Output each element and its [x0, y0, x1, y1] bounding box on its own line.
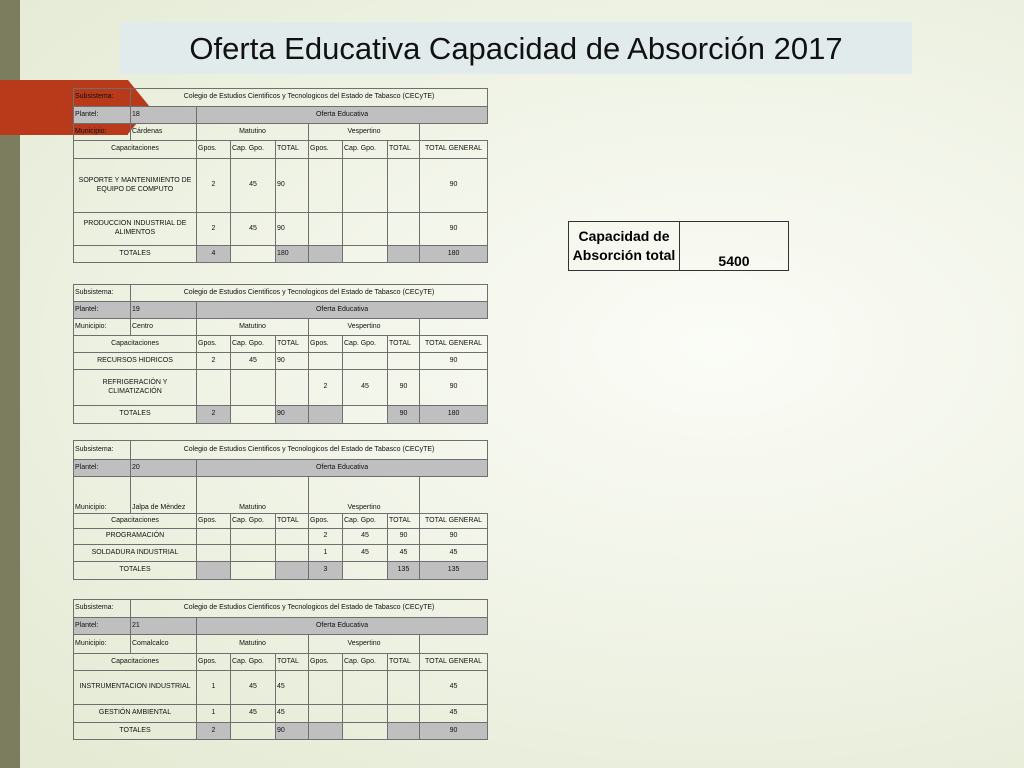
v-total: 90 — [388, 529, 420, 545]
v-total: 90 — [388, 370, 420, 406]
vespertino-header: Vespertino — [309, 319, 420, 336]
municipio-value: Comalcalco — [131, 635, 197, 654]
m-gpos: 2 — [197, 213, 231, 246]
totales-m-gpos — [197, 562, 231, 580]
table-row — [74, 529, 488, 545]
totales-label: TOTALES — [74, 723, 197, 740]
oferta-educativa-header: Oferta Educativa — [197, 107, 488, 124]
oferta-table-plantel-20 — [73, 440, 488, 580]
plantel-label: Plantel: — [74, 107, 131, 124]
v-cap-gpo — [343, 213, 388, 246]
title-box — [120, 22, 912, 74]
v-gpos: 1 — [309, 545, 343, 562]
m-gpos-header: Gpos. — [197, 654, 231, 671]
total-general-header: TOTAL GENERAL — [420, 141, 488, 159]
totales-m-total: 180 — [276, 246, 309, 263]
slide-title: Oferta Educativa Capacidad de Absorción 2017 — [189, 31, 843, 66]
totales-v-cap-empty — [343, 562, 388, 580]
totales-v-cap-empty — [343, 406, 388, 424]
m-gpos: 1 — [197, 705, 231, 723]
totales-general: 180 — [420, 246, 488, 263]
municipio-value: Centro — [131, 319, 197, 336]
municipio-value: Jalpa de Mèndez — [131, 477, 197, 514]
v-gpos — [309, 705, 343, 723]
totales-v-total: 135 — [388, 562, 420, 580]
v-cap-gpo-header: Cap. Gpo. — [343, 141, 388, 159]
v-gpos: 2 — [309, 529, 343, 545]
v-total — [388, 705, 420, 723]
m-cap-gpo-header: Cap. Gpo. — [231, 336, 276, 353]
matutino-header: Matutino — [197, 635, 309, 654]
capacitacion-name: SOPORTE Y MANTENIMIENTO DE EQUIPO DE COMPUTO — [74, 159, 197, 213]
m-cap-gpo: 45 — [231, 705, 276, 723]
capacitacion-name: REFRIGERACIÓN Y CLIMATIZACIÓN — [74, 370, 197, 406]
v-gpos — [309, 159, 343, 213]
capacitacion-name: RECURSOS HIDRICOS — [74, 353, 197, 370]
plantel-value: 20 — [131, 460, 197, 477]
subsistema-label: Subsistema: — [74, 89, 131, 107]
totales-v-gpos — [309, 246, 343, 263]
m-total — [276, 370, 309, 406]
v-cap-gpo-header: Cap. Gpo. — [343, 336, 388, 353]
oferta-educativa-header: Oferta Educativa — [197, 460, 488, 477]
capacidad-absorcion-value: 5400 — [680, 222, 789, 271]
capacitacion-name: PROGRAMACIÓN — [74, 529, 197, 545]
capacidad-absorcion-label: Capacidad de Absorción total — [569, 222, 680, 271]
totales-m-gpos: 2 — [197, 406, 231, 424]
totales-m-gpos: 2 — [197, 723, 231, 740]
capacitacion-name: INSTRUMENTACION INDUSTRIAL — [74, 671, 197, 705]
m-gpos-header: Gpos. — [197, 336, 231, 353]
m-gpos — [197, 370, 231, 406]
v-gpos — [309, 671, 343, 705]
municipio-value: Cárdenas — [131, 124, 197, 141]
v-gpos-header: Gpos. — [309, 654, 343, 671]
v-gpos: 2 — [309, 370, 343, 406]
totales-v-cap-empty — [343, 723, 388, 740]
plantel-value: 18 — [131, 107, 197, 124]
vespertino-header: Vespertino — [309, 124, 420, 141]
totales-v-gpos — [309, 406, 343, 424]
header-spacer — [420, 477, 488, 514]
v-total — [388, 159, 420, 213]
v-total-header: TOTAL — [388, 141, 420, 159]
v-gpos-header: Gpos. — [309, 514, 343, 529]
total-general-header: TOTAL GENERAL — [420, 654, 488, 671]
m-total-header: TOTAL — [276, 654, 309, 671]
v-gpos — [309, 353, 343, 370]
m-cap-gpo: 45 — [231, 671, 276, 705]
total-general: 45 — [420, 545, 488, 562]
total-general-header: TOTAL GENERAL — [420, 514, 488, 529]
totales-v-total — [388, 246, 420, 263]
subsistema-value: Colegio de Estudios Cientificos y Tecnologicos del Estado de Tabasco (CECyTE) — [131, 89, 488, 107]
subsistema-value: Colegio de Estudios Cientificos y Tecnologicos del Estado de Tabasco (CECyTE) — [131, 600, 488, 618]
plantel-label: Plantel: — [74, 460, 131, 477]
m-cap-gpo-header: Cap. Gpo. — [231, 654, 276, 671]
table-row — [74, 671, 488, 705]
matutino-header: Matutino — [197, 124, 309, 141]
m-total-header: TOTAL — [276, 336, 309, 353]
capacitacion-name: GESTIÓN AMBIENTAL — [74, 705, 197, 723]
totales-row — [74, 723, 488, 740]
totales-row — [74, 406, 488, 424]
m-total — [276, 545, 309, 562]
totales-m-cap-empty — [231, 406, 276, 424]
m-gpos — [197, 529, 231, 545]
table-row — [74, 353, 488, 370]
v-total — [388, 671, 420, 705]
capacitaciones-header: Capacitaciones — [74, 336, 197, 353]
oferta-table-plantel-18 — [73, 88, 488, 263]
totales-v-cap-empty — [343, 246, 388, 263]
v-cap-gpo — [343, 353, 388, 370]
totales-label: TOTALES — [74, 562, 197, 580]
total-general: 90 — [420, 159, 488, 213]
vespertino-header: Vespertino — [309, 477, 420, 514]
table-row — [74, 159, 488, 213]
oferta-educativa-header: Oferta Educativa — [197, 618, 488, 635]
total-general: 90 — [420, 529, 488, 545]
totales-m-total: 90 — [276, 406, 309, 424]
m-cap-gpo: 45 — [231, 213, 276, 246]
m-total — [276, 529, 309, 545]
m-gpos: 2 — [197, 159, 231, 213]
totales-m-total — [276, 562, 309, 580]
v-cap-gpo: 45 — [343, 370, 388, 406]
subsistema-label: Subsistema: — [74, 441, 131, 460]
totales-m-cap-empty — [231, 562, 276, 580]
header-spacer — [420, 319, 488, 336]
v-cap-gpo — [343, 671, 388, 705]
v-total: 45 — [388, 545, 420, 562]
total-general: 45 — [420, 705, 488, 723]
m-cap-gpo — [231, 545, 276, 562]
v-cap-gpo: 45 — [343, 529, 388, 545]
totales-label: TOTALES — [74, 246, 197, 263]
header-spacer — [420, 635, 488, 654]
m-cap-gpo-header: Cap. Gpo. — [231, 141, 276, 159]
subsistema-value: Colegio de Estudios Cientificos y Tecnologicos del Estado de Tabasco (CECyTE) — [131, 285, 488, 302]
totales-v-total — [388, 723, 420, 740]
m-gpos: 1 — [197, 671, 231, 705]
subsistema-label: Subsistema: — [74, 600, 131, 618]
v-cap-gpo-header: Cap. Gpo. — [343, 514, 388, 529]
m-total: 90 — [276, 353, 309, 370]
v-gpos-header: Gpos. — [309, 336, 343, 353]
oferta-table-plantel-21 — [73, 599, 488, 740]
total-general-header: TOTAL GENERAL — [420, 336, 488, 353]
total-general: 45 — [420, 671, 488, 705]
totales-general: 180 — [420, 406, 488, 424]
v-total-header: TOTAL — [388, 654, 420, 671]
totales-label: TOTALES — [74, 406, 197, 424]
m-cap-gpo — [231, 370, 276, 406]
total-general: 90 — [420, 213, 488, 246]
v-total-header: TOTAL — [388, 514, 420, 529]
total-general: 90 — [420, 370, 488, 406]
header-spacer — [420, 124, 488, 141]
v-cap-gpo: 45 — [343, 545, 388, 562]
totales-m-total: 90 — [276, 723, 309, 740]
totales-general: 90 — [420, 723, 488, 740]
oferta-educativa-header: Oferta Educativa — [197, 302, 488, 319]
v-total — [388, 213, 420, 246]
m-gpos-header: Gpos. — [197, 514, 231, 529]
table-row — [74, 370, 488, 406]
oferta-table-plantel-19 — [73, 284, 488, 424]
totales-v-gpos: 3 — [309, 562, 343, 580]
m-cap-gpo: 45 — [231, 353, 276, 370]
m-gpos-header: Gpos. — [197, 141, 231, 159]
m-total-header: TOTAL — [276, 141, 309, 159]
municipio-label: Municipio: — [74, 635, 131, 654]
v-cap-gpo-header: Cap. Gpo. — [343, 654, 388, 671]
totales-v-total: 90 — [388, 406, 420, 424]
plantel-label: Plantel: — [74, 618, 131, 635]
totales-row — [74, 246, 488, 263]
capacitaciones-header: Capacitaciones — [74, 141, 197, 159]
municipio-label: Municipio: — [74, 124, 131, 141]
subsistema-value: Colegio de Estudios Cientificos y Tecnologicos del Estado de Tabasco (CECyTE) — [131, 441, 488, 460]
capacitacion-name: PRODUCCION INDUSTRIAL DE ALIMENTOS — [74, 213, 197, 246]
capacitacion-name: SOLDADURA INDUSTRIAL — [74, 545, 197, 562]
totales-row — [74, 562, 488, 580]
totales-m-cap-empty — [231, 723, 276, 740]
matutino-header: Matutino — [197, 319, 309, 336]
m-total: 90 — [276, 213, 309, 246]
m-total: 90 — [276, 159, 309, 213]
table-row — [74, 705, 488, 723]
m-cap-gpo-header: Cap. Gpo. — [231, 514, 276, 529]
table-row — [74, 213, 488, 246]
m-cap-gpo — [231, 529, 276, 545]
municipio-label: Municipio: — [74, 477, 131, 514]
table-row — [74, 545, 488, 562]
m-cap-gpo: 45 — [231, 159, 276, 213]
v-gpos-header: Gpos. — [309, 141, 343, 159]
totales-m-cap-empty — [231, 246, 276, 263]
total-general: 90 — [420, 353, 488, 370]
plantel-value: 21 — [131, 618, 197, 635]
totales-general: 135 — [420, 562, 488, 580]
v-gpos — [309, 213, 343, 246]
matutino-header: Matutino — [197, 477, 309, 514]
v-total — [388, 353, 420, 370]
v-cap-gpo — [343, 159, 388, 213]
municipio-label: Municipio: — [74, 319, 131, 336]
totales-v-gpos — [309, 723, 343, 740]
capacidad-absorcion-box — [568, 221, 789, 271]
capacitaciones-header: Capacitaciones — [74, 514, 197, 529]
m-total: 45 — [276, 705, 309, 723]
m-gpos — [197, 545, 231, 562]
v-total-header: TOTAL — [388, 336, 420, 353]
m-total-header: TOTAL — [276, 514, 309, 529]
vespertino-header: Vespertino — [309, 635, 420, 654]
plantel-value: 19 — [131, 302, 197, 319]
totales-m-gpos: 4 — [197, 246, 231, 263]
m-total: 45 — [276, 671, 309, 705]
v-cap-gpo — [343, 705, 388, 723]
m-gpos: 2 — [197, 353, 231, 370]
plantel-label: Plantel: — [74, 302, 131, 319]
subsistema-label: Subsistema: — [74, 285, 131, 302]
capacitaciones-header: Capacitaciones — [74, 654, 197, 671]
